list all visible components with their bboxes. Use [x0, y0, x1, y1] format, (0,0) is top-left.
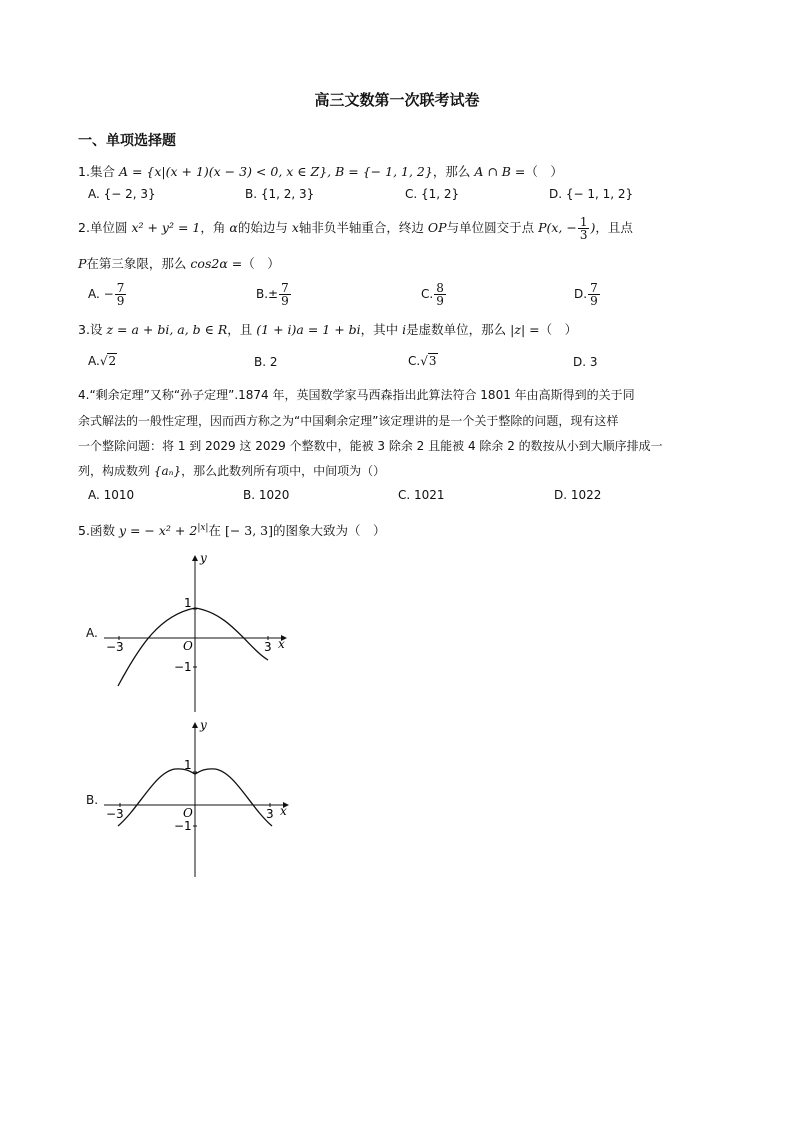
- graph-a[interactable]: [100, 550, 300, 715]
- q5-option-a-label[interactable]: A.: [86, 626, 98, 640]
- graph-b-neg3-label: −3: [106, 807, 124, 821]
- q3-option-d[interactable]: D. 3: [573, 355, 598, 369]
- q2-number: 2.: [78, 220, 90, 235]
- graph-a-3-label: 3: [264, 640, 272, 654]
- q3-number: 3.: [78, 322, 90, 337]
- question-5: [78, 521, 386, 539]
- graph-a-neg3-label: −3: [106, 640, 124, 654]
- q2-cos: cos2α =: [190, 256, 243, 271]
- q4-line-2: 余式解法的一般性定理，因而西方称之为“中国剩余定理”该定理讲的是一个关于整除的问题，现有这样: [78, 414, 619, 428]
- q4-option-a[interactable]: A. 1010: [88, 488, 135, 502]
- q2-x: x: [291, 220, 299, 235]
- graph-a-neg1-label: −1: [174, 660, 192, 674]
- question-2: [78, 216, 633, 241]
- q2-option-d[interactable]: D. $\frac{7}{9}$: [574, 281, 598, 308]
- q5-text-2: 在: [208, 523, 221, 538]
- q2-circle: x² + y² = 1: [131, 220, 201, 235]
- q2-fraction: $\frac{1}{3}$: [579, 215, 588, 242]
- q3-option-b[interactable]: B. 2: [254, 355, 278, 369]
- q1-tail: （ ）: [525, 164, 563, 179]
- q1-sets: A = {x|(x + 1)(x − 3) < 0, x ∈ Z}, B = {− 1, 1, 2}: [118, 164, 433, 179]
- q2-option-c[interactable]: C. $\frac{8}{9}$: [421, 281, 444, 308]
- graph-a-1-label: 1: [184, 596, 192, 610]
- q1-option-c[interactable]: C. {1, 2}: [405, 187, 460, 201]
- question-3: [78, 320, 577, 338]
- q2-text-7: 在第三象限，那么: [86, 256, 187, 271]
- q3-equation: (1 + i)a = 1 + bi: [256, 322, 361, 337]
- q3-option-a[interactable]: A.√2: [88, 354, 117, 368]
- q2-option-a[interactable]: A. − $\frac{7}{9}$: [88, 281, 125, 308]
- q4-line-1: 4.“剩余定理”又称“孙子定理”.1874 年，英国数学家马西森指出此算法符合 1801 年由高斯得到的关于同: [78, 388, 635, 402]
- q2-p: P: [78, 256, 87, 271]
- q1-option-b[interactable]: B. {1, 2, 3}: [245, 187, 315, 201]
- page-title: 高三文数第一次联考试卷: [314, 91, 480, 109]
- q1-prefix: 集合: [89, 164, 115, 179]
- q5-exponent: |x|: [197, 522, 209, 533]
- graph-b-x-label: x: [280, 804, 287, 818]
- q2-text-2: ，角: [200, 220, 226, 235]
- graph-a-y-label: y: [200, 551, 207, 565]
- q4-option-c[interactable]: C. 1021: [398, 488, 445, 502]
- graph-b-3-label: 3: [266, 807, 274, 821]
- graph-b-1-label: 1: [184, 758, 192, 772]
- graph-a-x-label: x: [278, 637, 285, 651]
- question-2-line-2: [78, 254, 280, 272]
- q4-line-4: 列，构成数列 {aₙ}，那么此数列所有项中，中间项为（）: [78, 464, 386, 478]
- q5-interval: [− 3, 3]: [224, 523, 274, 538]
- q3-z: z = a + bi, a, b ∈ R: [106, 322, 228, 337]
- q1-option-d[interactable]: D. {− 1, 1, 2}: [549, 187, 634, 201]
- q3-i: i: [402, 322, 407, 337]
- q2-text-5: 与单位圆交于点: [446, 220, 535, 235]
- graph-a-origin: O: [183, 639, 193, 653]
- q5-text-1: 函数: [89, 523, 115, 538]
- q3-text-1: 设: [89, 322, 103, 337]
- q2-text-3: 的始边与: [237, 220, 288, 235]
- q2-text-4: 轴非负半轴重合，终边: [298, 220, 424, 235]
- q2-text-6: ，且点: [595, 220, 633, 235]
- q3-option-c[interactable]: C.√3: [408, 354, 437, 368]
- q2-text-1: 单位圆: [89, 220, 128, 235]
- q2-point-close: ): [590, 220, 596, 235]
- graph-b-neg1-label: −1: [174, 819, 192, 833]
- q1-number: 1.: [78, 164, 90, 179]
- q1-mid: ，那么: [432, 164, 471, 179]
- q5-number: 5.: [78, 523, 90, 538]
- q4-sequence: {aₙ}: [153, 464, 182, 478]
- q3-tail: （ ）: [539, 322, 578, 337]
- q1-ask: A ∩ B =: [474, 164, 526, 179]
- q2-option-b[interactable]: B.± $\frac{7}{9}$: [256, 281, 289, 308]
- q2-point: P(x, −: [538, 220, 577, 235]
- q2-op: OP: [427, 220, 447, 235]
- q5-option-b-label[interactable]: B.: [86, 793, 99, 807]
- question-1: [78, 162, 563, 180]
- q5-function: y = − x² + 2: [118, 523, 198, 538]
- q3-text-2: ，且: [227, 322, 253, 337]
- q2-alpha: α: [229, 220, 238, 235]
- q5-text-3: 的图象大致为（ ）: [273, 523, 386, 538]
- q1-option-a[interactable]: A. {− 2, 3}: [88, 187, 156, 201]
- section-heading: 一、单项选择题: [78, 133, 176, 149]
- q4-line-3: 一个整除问题：将 1 到 2029 这 2029 个整数中，能被 3 除余 2 且能被 4 除余 2 的数按从小到大顺序排成一: [78, 439, 663, 453]
- q4-option-b[interactable]: B. 1020: [243, 488, 290, 502]
- q3-text-3: ，其中: [360, 322, 399, 337]
- graph-b-origin: O: [183, 806, 193, 820]
- graph-b[interactable]: [100, 717, 300, 882]
- q4-option-d[interactable]: D. 1022: [554, 488, 602, 502]
- q3-text-4: 是虚数单位，那么: [406, 322, 507, 337]
- q3-abs: |z| =: [510, 322, 540, 337]
- q2-tail: （ ）: [242, 256, 280, 271]
- graph-a-curve: [118, 608, 268, 686]
- graph-b-y-label: y: [200, 718, 207, 732]
